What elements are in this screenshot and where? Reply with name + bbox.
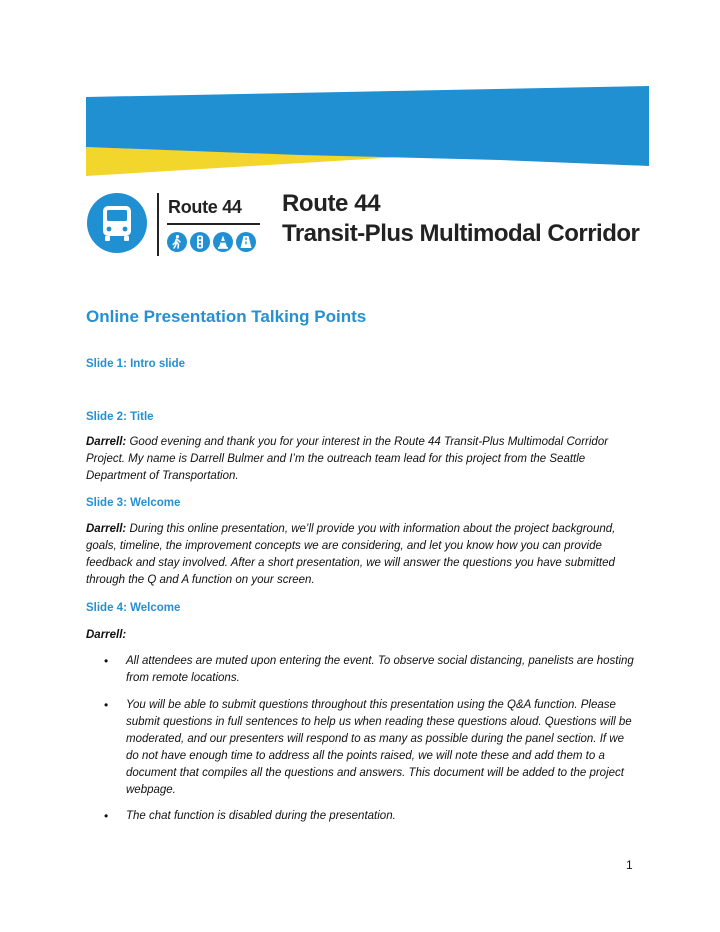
slide-2-heading: Slide 2: Title [86,411,154,423]
slide-2-text: Good evening and thank you for your interest in the Route 44 Transit-Plus Multimodal Corridor Project. My name is Darrell Bulmer and I’m the outreach team lead for this project from the Seattle Department of Transportation. [86,436,609,482]
speaker-label: Darrell: [86,523,127,535]
bullet-item: All attendees are muted upon entering the event. To observe social distancing, panelists are hosting from remote locations. [126,655,634,684]
pedestrian-icon [167,232,187,252]
slide-4-heading: Slide 4: Welcome [86,602,181,614]
page-title: Online Presentation Talking Points [86,307,367,326]
speaker-label: Darrell: [86,629,127,641]
slide-1-heading: Slide 1: Intro slide [86,358,186,370]
slide-4-speaker [86,627,636,644]
speaker-label: Darrell: [86,436,127,448]
logo-badge-text: Route 44 [168,197,242,217]
logo-underline [167,223,260,225]
bullet-marker: • [104,698,109,712]
slide-2-paragraph [86,434,636,485]
slide-3-heading: Slide 3: Welcome [86,497,181,509]
page-number: 1 [626,858,633,872]
logo-divider [157,193,159,256]
road-icon [236,232,256,252]
route44-logo [86,190,640,260]
bullet-marker: • [104,654,109,668]
project-title-line1: Route 44 [282,190,381,217]
slide-3-text: During this online presentation, we’ll provide you with information about the project background, goals, timeline, the improvement concepts we are considering, and let you know how you can provide feedback and stay involved. After a short presentation, we will answer the questions you have submitted through the Q and A function on your screen. [86,523,616,586]
cone-icon [213,232,233,252]
project-title-line2: Transit-Plus Multimodal Corridor [282,220,640,247]
bullet-item: The chat function is disabled during the presentation. [126,810,396,822]
mode-icons [167,232,256,252]
bus-icon [86,192,148,254]
slide-3-paragraph [86,521,636,589]
header-banner [0,0,720,180]
bullet-marker: • [104,809,109,823]
traffic-signal-icon [190,232,210,252]
bullet-item: You will be able to submit questions throughout this presentation using the Q&A function. Please submit questions in full sentences to help us when reading these questions aloud. Questions will be moderated, and our presenters will respond to as many as possible during the panel section. If we do not have enough time to address all the points raised, we will note these and add them to a document that compiles all the questions and answers. This document will be added to the project webpage. [126,699,632,796]
